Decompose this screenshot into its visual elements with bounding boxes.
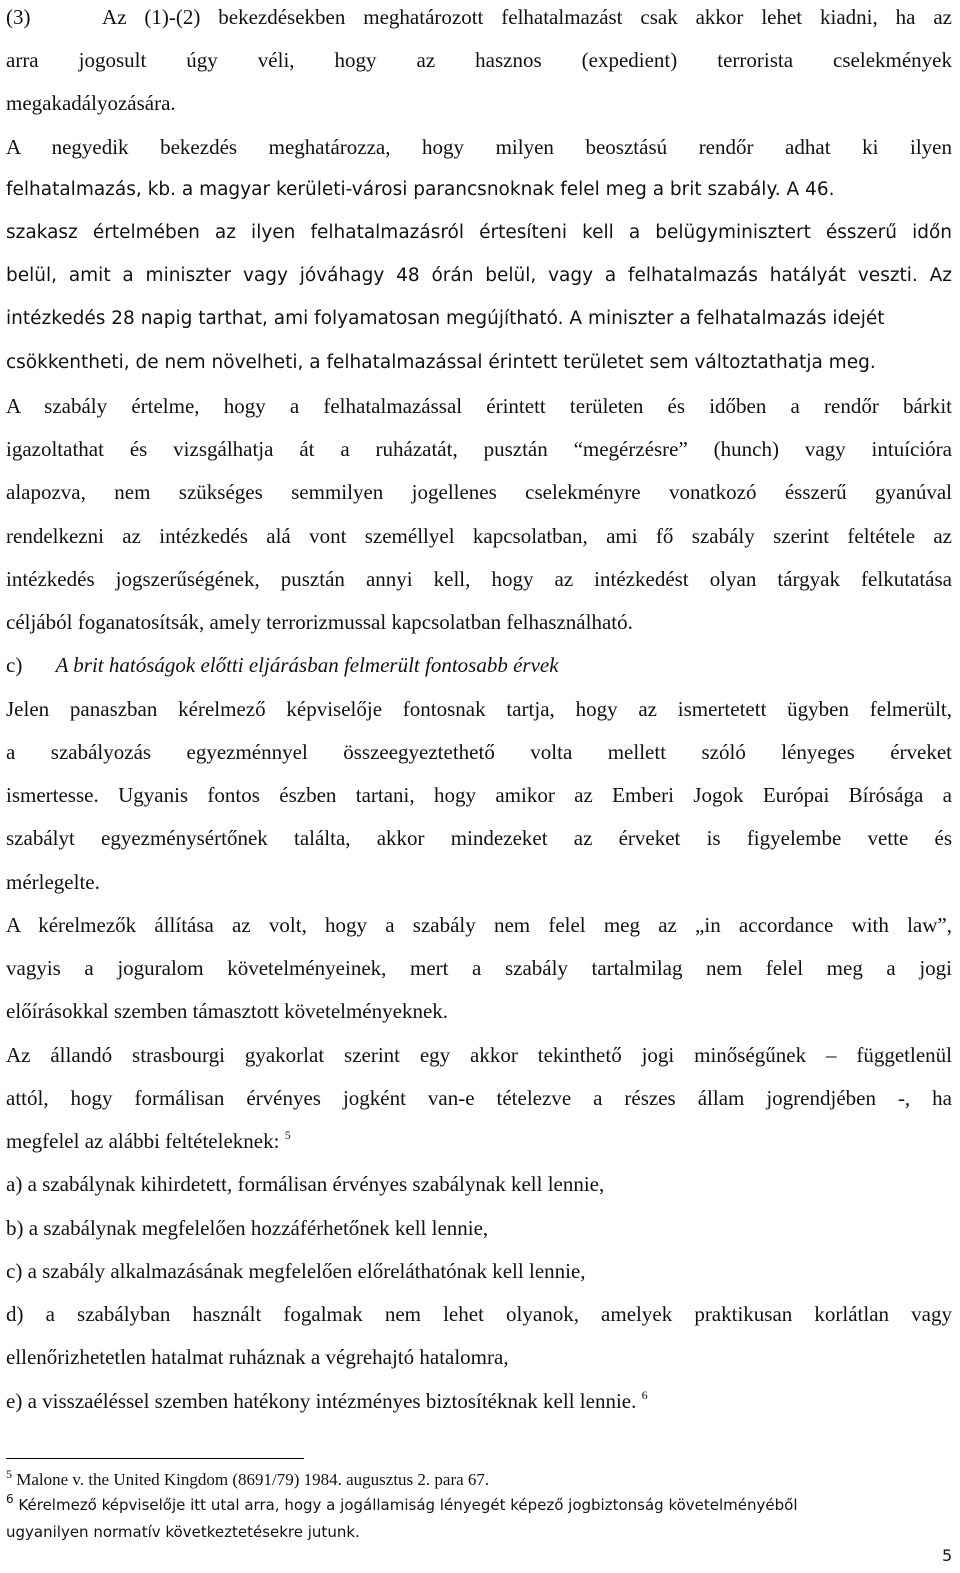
text-line: megakadályozására.	[6, 91, 176, 115]
text-line: attól, hogy formálisan érvényes jogként van-e tételezve a részes állam jogrendjében -, ha	[6, 1086, 952, 1110]
text-line: szakasz értelmében az ilyen felhatalmazásról értesíteni kell a belügyminisztert ésszerű időn	[6, 222, 952, 243]
text-segment: megfelel az alábbi feltételeknek:	[6, 1129, 280, 1153]
text-line: A negyedik bekezdés meghatározza, hogy milyen beosztású rendőr adhat ki ilyen	[6, 135, 952, 159]
text-line: (3) Az (1)-(2) bekezdésekben meghatározott felhatalmazást csak akkor lehet kiadni, ha az	[6, 5, 952, 29]
text-line: mérlegelte.	[6, 870, 100, 894]
list-item: c) a szabály alkalmazásának megfelelően előreláthatónak kell lennie,	[6, 1259, 586, 1283]
text-line: arra jogosult úgy véli, hogy az hasznos (expedient) terrorista cselekmények	[6, 48, 952, 72]
footnote-number: 5	[6, 1467, 12, 1481]
text-line: céljából foganatosítsák, amely terrorizmussal kapcsolatban felhasználható.	[6, 610, 633, 634]
text-line: ellenőrizhetetlen hatalmat ruháznak a végrehajtó hatalomra,	[6, 1345, 509, 1369]
page-number: 5	[942, 1546, 953, 1565]
text-line: Az állandó strasbourgi gyakorlat szerint egy akkor tekinthető jogi minőségűnek – függetlenül	[6, 1043, 952, 1067]
footnote-divider	[6, 1458, 304, 1459]
footnote-ref: 5	[284, 1128, 291, 1142]
text-line: intézkedés jogszerűségének, pusztán annyi kell, hogy az intézkedést olyan tárgyak felkutatása	[6, 567, 952, 591]
text-line: belül, amit a miniszter vagy jóváhagy 48 órán belül, vagy a felhatalmazás hatályát veszti. Az	[6, 265, 952, 286]
text-line: alapozva, nem szükséges semmilyen jogellenes cselekményre vonatkozó ésszerű gyanúval	[6, 480, 952, 504]
list-item: d) a szabályban használt fogalmak nem lehet olyanok, amelyek praktikusan korlátlan vagy	[6, 1302, 952, 1326]
list-item	[6, 1388, 952, 1414]
text-line: előírásokkal szemben támasztott követelményeknek.	[6, 999, 449, 1023]
text-line: rendelkezni az intézkedés alá vont személlyel kapcsolatban, ami fő szabály szerint feltétele az	[6, 524, 952, 548]
text-line: csökkentheti, de nem növelheti, a felhatalmazással érintett területet sem változtathatja meg.	[6, 352, 876, 373]
text-line: vagyis a joguralom követelményeinek, mert a szabály tartalmilag nem felel meg a jogi	[6, 956, 952, 980]
footnote-5	[6, 1467, 490, 1490]
text-line: A szabály értelme, hogy a felhatalmazással érintett területen és időben a rendőr bárkit	[6, 394, 952, 418]
text-line: a szabályozás egyezménnyel összeegyeztethető volta mellett szóló lényeges érveket	[6, 740, 952, 764]
list-item: b) a szabálynak megfelelően hozzáférhetőnek kell lennie,	[6, 1216, 489, 1240]
section-heading	[6, 652, 952, 678]
footnote-number: 6	[6, 1492, 14, 1506]
text-segment: e) a visszaéléssel szemben hatékony intézményes biztosítéknak kell lennie.	[6, 1389, 637, 1413]
footnote-ref: 6	[641, 1388, 648, 1402]
text-line: intézkedés 28 napig tarthat, ami folyamatosan megújítható. A miniszter a felhatalmazás idejét	[6, 308, 885, 329]
text-line: Jelen panaszban kérelmező képviselője fontosnak tartja, hogy az ismertetett ügyben felmerült,	[6, 697, 952, 721]
text-line	[6, 1128, 952, 1154]
footnote-text: Kérelmező képviselője itt utal arra, hogy a jogállamiság lényegét képező jogbiztonság követelményéből	[18, 1496, 798, 1514]
footnote-6	[6, 1492, 798, 1515]
text-line: A kérelmezők állítása az volt, hogy a szabály nem felel meg az „in accordance with law”,	[6, 913, 952, 937]
footnote-6-continued: ugyanilyen normatív következtetésekre jutunk.	[6, 1523, 360, 1541]
list-item: a) a szabálynak kihirdetett, formálisan érvényes szabálynak kell lennie,	[6, 1172, 605, 1196]
heading-text: A brit hatóságok előtti eljárásban felmerült fontosabb érvek	[55, 653, 559, 677]
text-line: szabályt egyezménysértőnek találta, akkor mindezeket az érveket is figyelembe vette és	[6, 826, 952, 850]
text-line: felhatalmazás, kb. a magyar kerületi-városi parancsnoknak felel meg a brit szabály. A 46.	[6, 179, 835, 200]
text-line: igazoltathat és vizsgálhatja át a ruházatát, pusztán “megérzésre” (hunch) vagy intuícióra	[6, 437, 952, 461]
heading-label: c)	[6, 653, 23, 677]
footnote-text: Malone v. the United Kingdom (8691/79) 1984. augusztus 2. para 67.	[16, 1470, 490, 1489]
text-line: ismertesse. Ugyanis fontos észben tartani, hogy amikor az Emberi Jogok Európai Bírósága a	[6, 783, 952, 807]
